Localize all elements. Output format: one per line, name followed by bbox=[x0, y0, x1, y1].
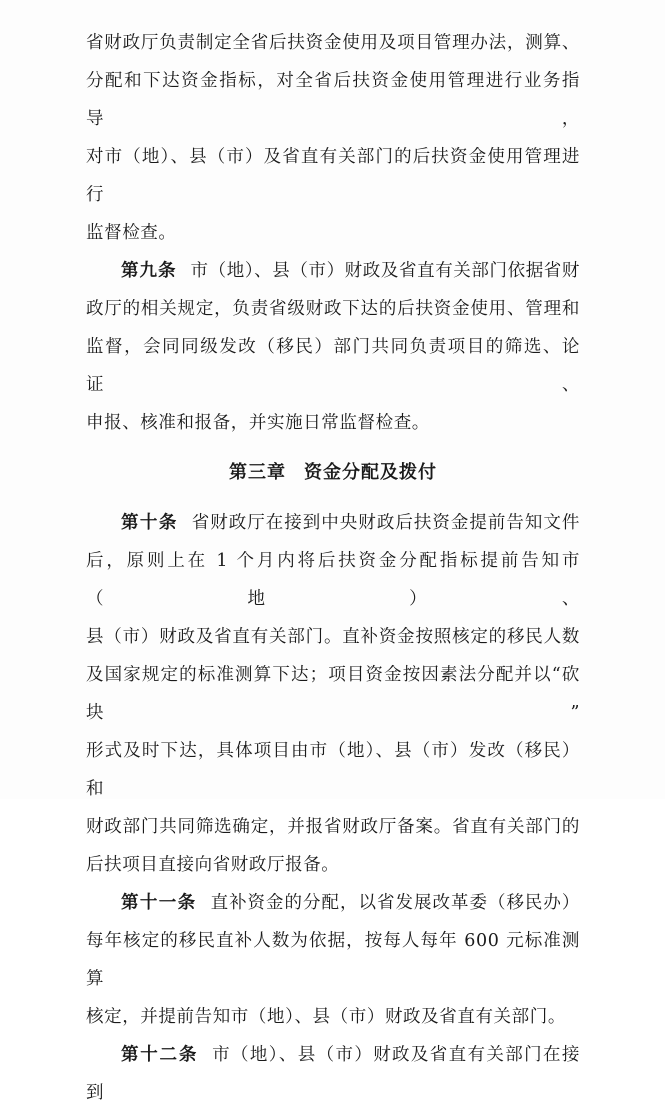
text-line: 县（市）财政及省直有关部门。直补资金按照核定的移民人数 bbox=[86, 627, 580, 647]
text-line: 形式及时下达，具体项目由市（地）、县（市）发改（移民）和 bbox=[86, 741, 580, 799]
text-line: 省财政厅负责制定全省后扶资金使用及项目管理办法，测算、 bbox=[86, 33, 580, 53]
article-text: 市（地）、县（市）财政及省直有关部门依据省财 bbox=[190, 261, 581, 281]
text-line: 后，原则上在 1 个月内将后扶资金分配指标提前告知市（地）、 bbox=[86, 551, 580, 609]
text-line bbox=[86, 884, 580, 922]
text-line bbox=[86, 252, 580, 290]
chapter-title: 资金分配及拨付 bbox=[304, 462, 437, 483]
text-line: 分配和下达资金指标，对全省后扶资金使用管理进行业务指导， bbox=[86, 71, 580, 129]
text-line: 后扶项目直接向省财政厅报备。 bbox=[86, 855, 340, 875]
article-number: 第十二条 bbox=[121, 1045, 199, 1065]
text-line bbox=[86, 1036, 580, 1112]
text-line: 监督，会同同级发改（移民）部门共同负责项目的筛选、论证、 bbox=[86, 337, 580, 395]
article-10 bbox=[86, 504, 580, 884]
article-number: 第十一条 bbox=[121, 893, 197, 913]
article-text: 直补资金的分配，以省发展改革委（移民办） bbox=[210, 893, 581, 913]
document-body bbox=[86, 24, 580, 1112]
chapter-heading bbox=[86, 442, 580, 504]
text-line: 每年核定的移民直补人数为依据，按每人每年 600 元标准测算 bbox=[86, 931, 580, 989]
article-number: 第十条 bbox=[121, 513, 178, 533]
text-line: 对市（地）、县（市）及省直有关部门的后扶资金使用管理进行 bbox=[86, 147, 580, 205]
text-line: 核定，并提前告知市（地）、县（市）财政及省直有关部门。 bbox=[86, 1007, 566, 1027]
article-text: 市（地）、县（市）财政及省直有关部门在接到 bbox=[86, 1045, 581, 1103]
article-number: 第九条 bbox=[121, 261, 177, 281]
text-line: 申报、核准和报备，并实施日常监督检查。 bbox=[86, 413, 430, 433]
text-line bbox=[86, 504, 580, 542]
paragraph-provincial-finance-duties bbox=[86, 24, 580, 252]
chapter-number: 第三章 bbox=[229, 462, 286, 483]
text-line: 监督检查。 bbox=[86, 223, 177, 243]
text-line: 及国家规定的标准测算下达；项目资金按因素法分配并以“砍块” bbox=[86, 665, 580, 723]
article-text: 省财政厅在接到中央财政后扶资金提前告知文件 bbox=[191, 513, 580, 533]
article-12 bbox=[86, 1036, 580, 1112]
text-line: 政厅的相关规定，负责省级财政下达的后扶资金使用、管理和 bbox=[86, 299, 580, 319]
text-line: 财政部门共同筛选确定，并报省财政厅备案。省直有关部门的 bbox=[86, 817, 580, 837]
article-9 bbox=[86, 252, 580, 442]
article-11 bbox=[86, 884, 580, 1036]
